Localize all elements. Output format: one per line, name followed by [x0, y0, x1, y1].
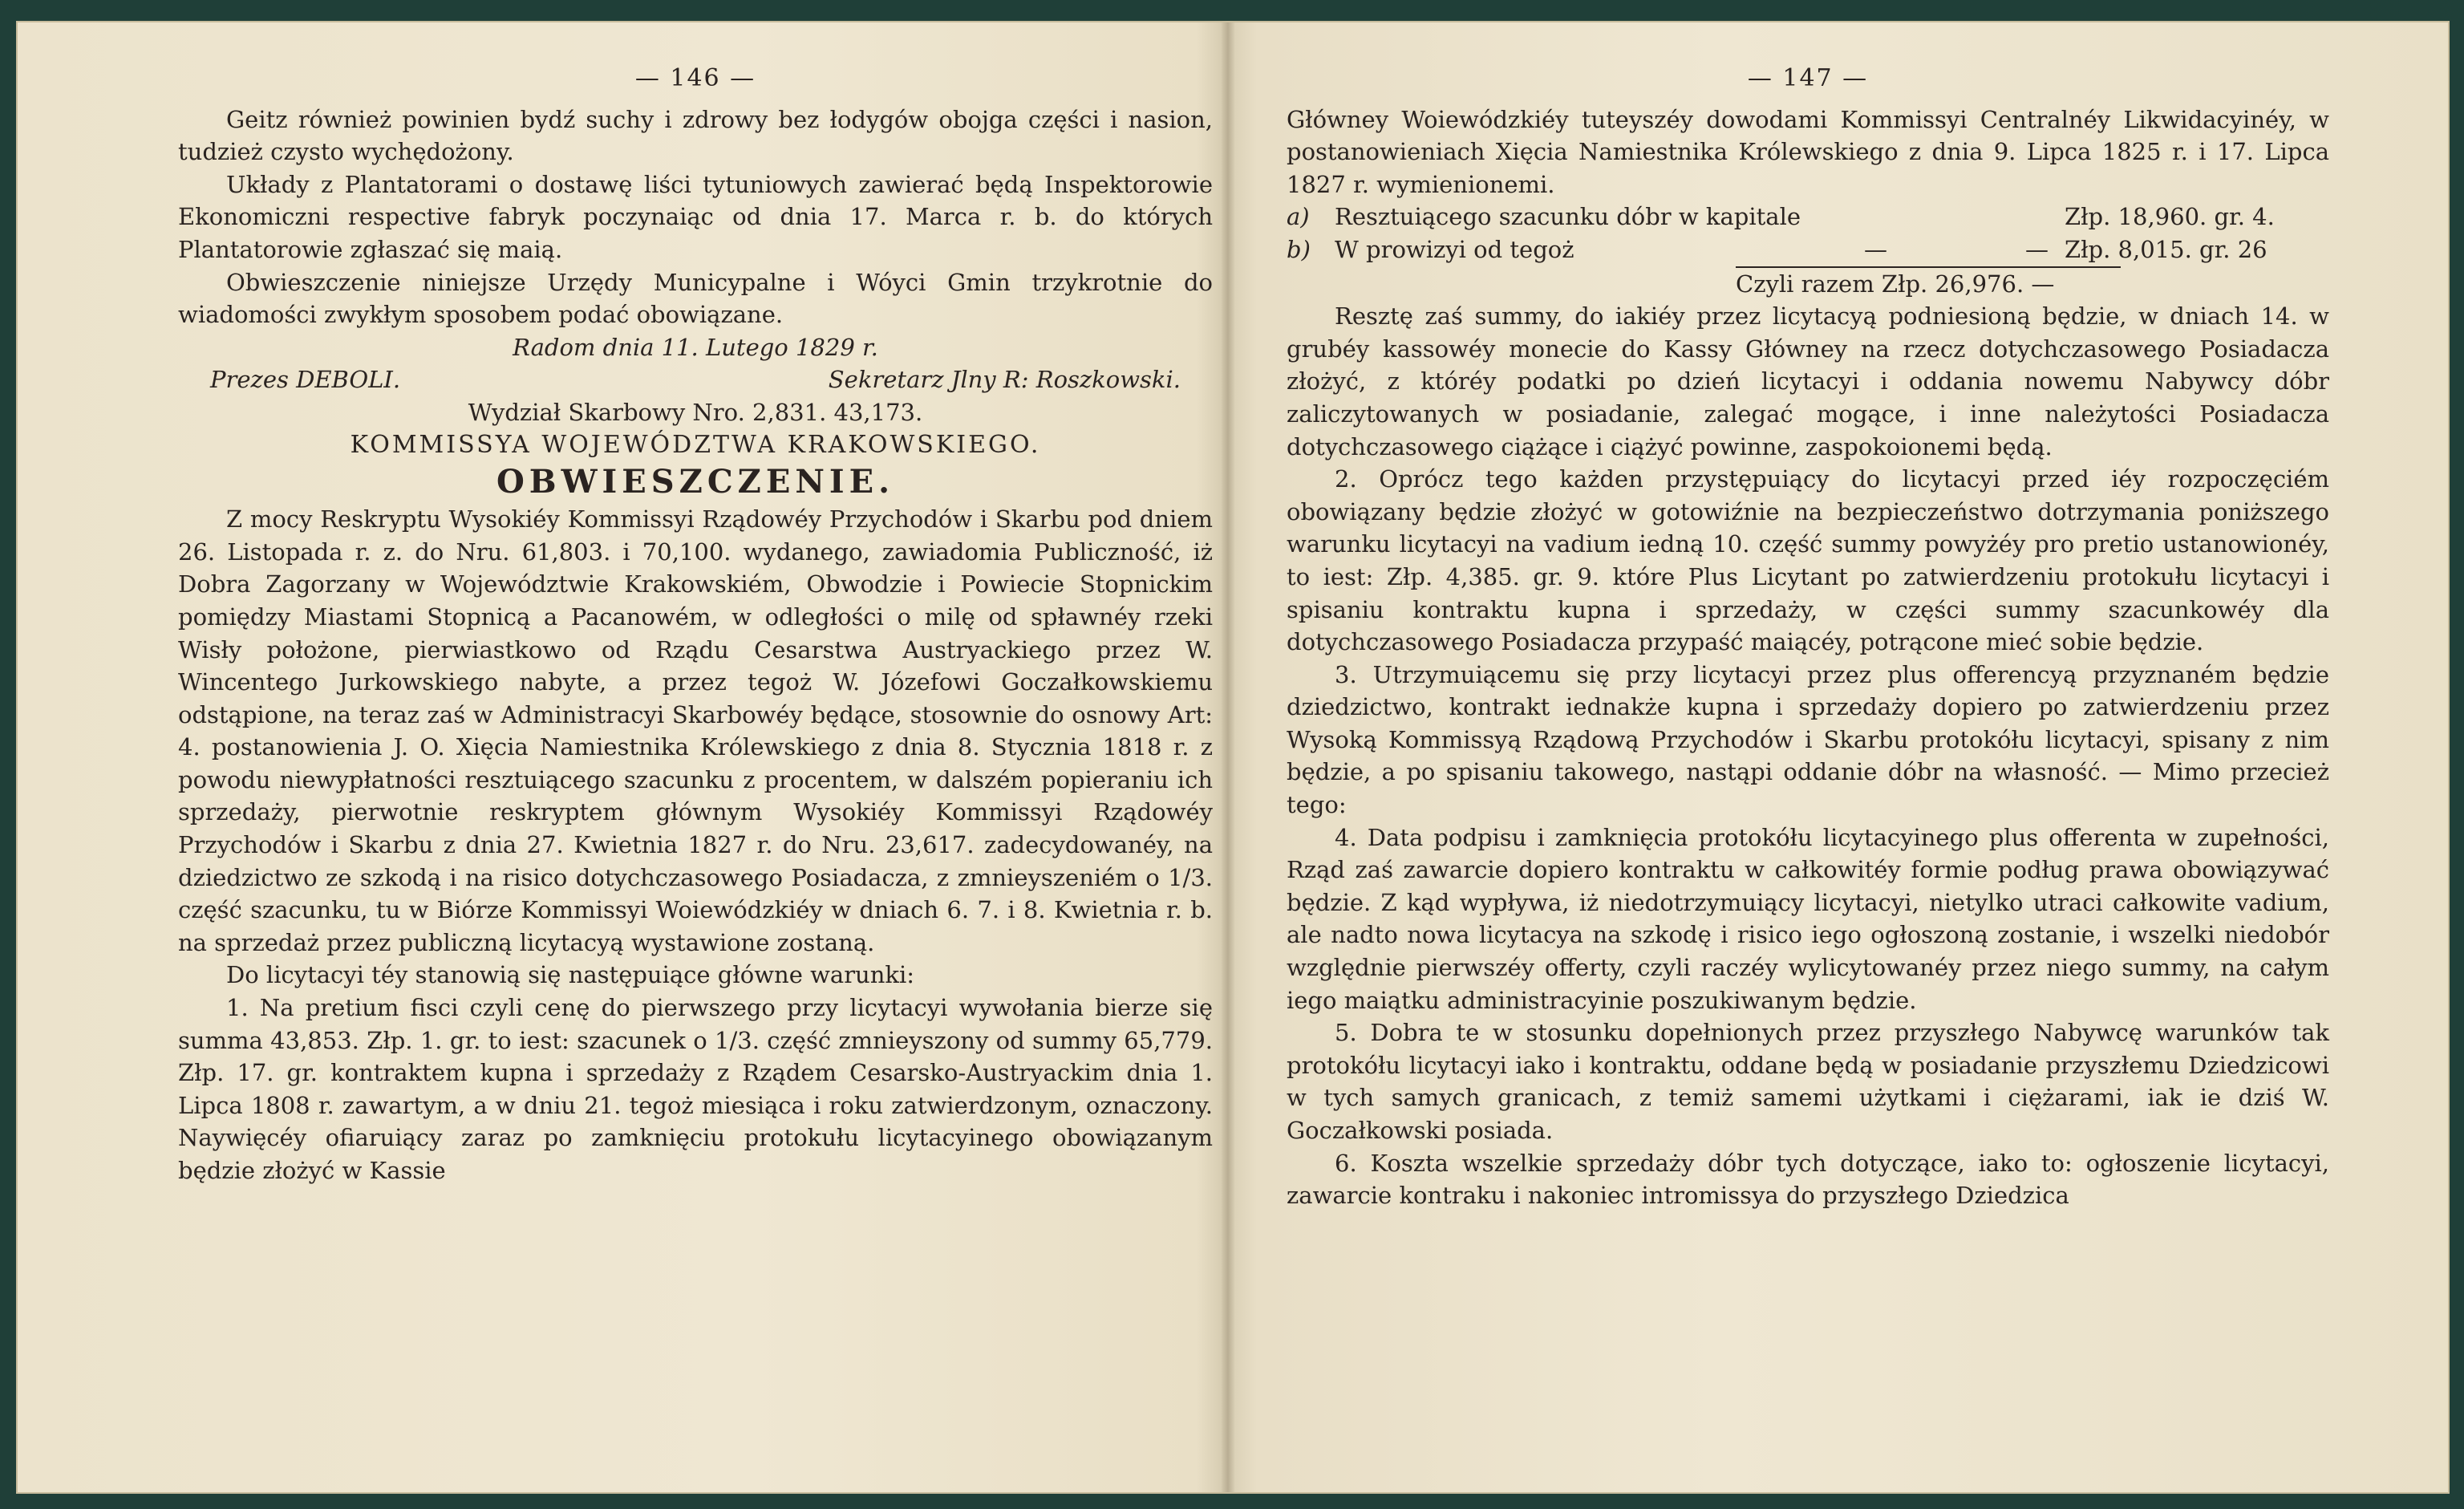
right-page — [1287, 63, 2329, 1212]
item-sum: Złp. 8,015. gr. 26 — [2065, 235, 2267, 263]
item-text: Resztuiącego szacunku dóbr w kapitale — [1335, 203, 1801, 231]
paragraph: 6. Koszta wszelkie sprzedaży dóbr tych dotyczące, iako to: ogłoszenie licytacyi, zawarcie kontraku i nakoniec intromissya do przyszłego Dziedzica — [1287, 1149, 2329, 1210]
department-line: Wydział Skarbowy Nro. 2,831. 43,173. — [468, 398, 923, 426]
sum-total: Czyli razem Złp. 26,976. — — [1736, 266, 2121, 301]
book-gutter — [1221, 22, 1235, 1492]
sum-row-a — [1287, 201, 2329, 233]
date-line: Radom dnia 11. Lutego 1829 r. — [513, 333, 878, 361]
item-label: a) — [1287, 203, 1310, 231]
right-page-number: — 147 — — [1747, 64, 1869, 92]
commission-heading: KOMMISSYA WOJEWÓDZTWA KRAKOWSKIEGO. — [350, 430, 1041, 459]
item-dashes — [1864, 233, 2065, 266]
item-text: W prowizyi od tegoż — [1335, 235, 1574, 263]
left-page-number: — 146 — — [634, 64, 756, 92]
paragraph: Geitz również powinien bydź suchy i zdrowy bez łodygów obojga części i nasion, tudzież czysto wychędożony. — [178, 105, 1213, 166]
signatures — [178, 363, 1213, 396]
book-spread — [16, 21, 2450, 1494]
sum-row-b — [1287, 233, 2329, 266]
paragraph: Główney Woiewódzkiéy tuteyszéy dowodami Kommissyi Centralnéy Likwidacyinéy, w postanowieniach Xięcia Namiestnika Królewskiego z dnia 9. Lipca 1825 r. i 17. Lipca 1827 r. wymienionemi. — [1287, 105, 2329, 198]
signature-secretary: Sekretarz Jlny R: Roszkowski. — [828, 366, 1181, 394]
paragraph: 4. Data podpisu i zamknięcia protokółu licytacyinego plus offerenta w zupełności, Rząd zaś zawarcie dopiero kontraktu w całkowitéy formie podług prawa obowiązywać będzie. Z kąd wypływa, iż niedotrzymuiący licytacyi, nietylko utraci całkowite vadium, ale nadto nowa licytacya na szkodę i risico iego ogłoszoną zostanie, i wszelki niedobór względnie pierwszéy offerty, czyli raczéy wylicytowanéy przez niego summy, na całym iego maiątku administracyinie poszukiwanym będzie. — [1287, 823, 2329, 1014]
paragraph: Resztę zaś summy, do iakiéy przez licytacyą podniesioną będzie, w dniach 14. w grubéy kassowéy monecie do Kassy Główney na rzecz dotychczasowego Posiadacza złożyć, z któréy podatki po dzień licytacyi i oddania nowemu Nabywcy dóbr zaliczytowanych w posiadanie, zalegać mogące, i inne należytości Posiadacza dotychczasowego ciążące i ciążyć powinne, zaspokoionemi będą. — [1287, 302, 2329, 460]
paragraph: Z mocy Reskryptu Wysokiéy Kommissyi Rządowéy Przychodów i Skarbu pod dniem 26. Listopada r. z. do Nru. 61,803. i 70,100. wydanego, zawiadomia Publiczność, iż Dobra Zagorzany w Województwie Krakowskiém, Obwodzie i Powiecie Stopnickim pomiędzy Miastami Stopnicą a Pacanowém, w odległości o milę od spławnéy rzeki Wisły położone, pierwiastkowo od Rządu Cesarstwa Austryackiego przez W. Wincentego Jurkowskiego nabyte, a przez tegoż W. Józefowi Goczałkowskiemu odstąpione, na teraz zaś w Administracyi Skarbowéy będące, stosownie do osnowy Art: 4. postanowienia J. O. Xięcia Namiestnika Królewskiego z dnia 8. Stycznia 1818 r. z powodu niewypłatności resztuiącego szacunku z procentem, w dalszém popieraniu ich sprzedaży, pierwotnie reskryptem głównym Wysokiéy Kommissyi Rządowéy Przychodów i Skarbu z dnia 27. Kwietnia 1827 r. do Nru. 23,617. zadecydowanéy, na dziedzictwo ze szkodą i na risico dotychczasowego Posiadacza, z zmnieyszeniém o 1/3. część szacunku, tu w Biórze Kommissyi Woiewódzkiéy w dniach 6. 7. i 8. Kwietnia r. b. na sprzedaż przez publiczną licytacyą wystawione zostaną. — [178, 505, 1213, 956]
signature-president: Prezes DEBOLI. — [210, 366, 401, 394]
dash: — — [2025, 235, 2049, 263]
left-page — [178, 63, 1213, 1187]
dash: — — [1864, 235, 1887, 263]
paragraph: Do licytacyi téy stanowią się następuiące główne warunki: — [226, 961, 915, 989]
announcement-title: OBWIESZCZENIE. — [496, 463, 895, 501]
paragraph: Układy z Plantatorami o dostawę liści tytuniowych zawierać będą Inspektorowie Ekonomiczni respective fabryk poczynaiąc od dnia 17. Marca r. b. do których Plantatorowie zgłaszać się maią. — [178, 170, 1213, 263]
paragraph: 5. Dobra te w stosunku dopełnionych przez przyszłego Nabywcę warunków tak protokółu licytacyi iako i kontraktu, oddane będą w posiadanie przyszłemu Dziedzicowi w tych samych granicach, z temiż samemi użytkami i ciężarami, iak ie dziś W. Goczałkowski posiada. — [1287, 1019, 2329, 1144]
item-sum: Złp. 18,960. gr. 4. — [2065, 203, 2275, 231]
paragraph: Obwieszczenie niniejsze Urzędy Municypalne i Wóyci Gmin trzykrotnie do wiadomości zwykłym sposobem podać obowiązane. — [178, 268, 1213, 329]
paragraph: 2. Oprócz tego każden przystępuiący do licytacyi przed iéy rozpoczęciém obowiązany będzie złożyć w gotowiźnie na bezpieczeństwo dotrzymania poniższego warunku licytacyi na vadium iedną 10. część summy powyżéy pro pretio ustanowionéy, to iest: Złp. 4,385. gr. 9. które Plus Licytant po zatwierdzeniu protokułu licytacyi i spisaniu kontraktu kupna i sprzedaży, w części summy szacunkowéy dla dotychczasowego Posiadacza przypaść maiącéy, potrącone mieć sobie będzie. — [1287, 465, 2329, 656]
paragraph: 1. Na pretium fisci czyli cenę do pierwszego przy licytacyi wywołania bierze się summa 43,853. Złp. 1. gr. to iest: szacunek o 1/3. część zmnieyszony od summy 65,779. Złp. 17. gr. kontraktem kupna i sprzedaży z Rządem Cesarsko-Austryackim dnia 1. Lipca 1808 r. zawartym, a w dniu 21. tegoż miesiąca i roku zatwierdzonym, oznaczony. Naywięcéy ofiaruiący zaraz po zamknięciu protokułu licytacyinego obowiązanym będzie złożyć w Kassie — [178, 994, 1213, 1184]
item-label: b) — [1287, 235, 1311, 263]
paragraph: 3. Utrzymuiącemu się przy licytacyi przez plus offerencyą przyznaném będzie dziedzictwo, kontrakt iednakże kupna i sprzedaży dopiero po zatwierdzeniu przez Wysoką Kommissyą Rządową Przychodów i Skarbu protokółu licytacyi, spisany z nim będzie, a po spisaniu takowego, nastąpi oddanie dóbr na własność. — Mimo przecież tego: — [1287, 660, 2329, 819]
